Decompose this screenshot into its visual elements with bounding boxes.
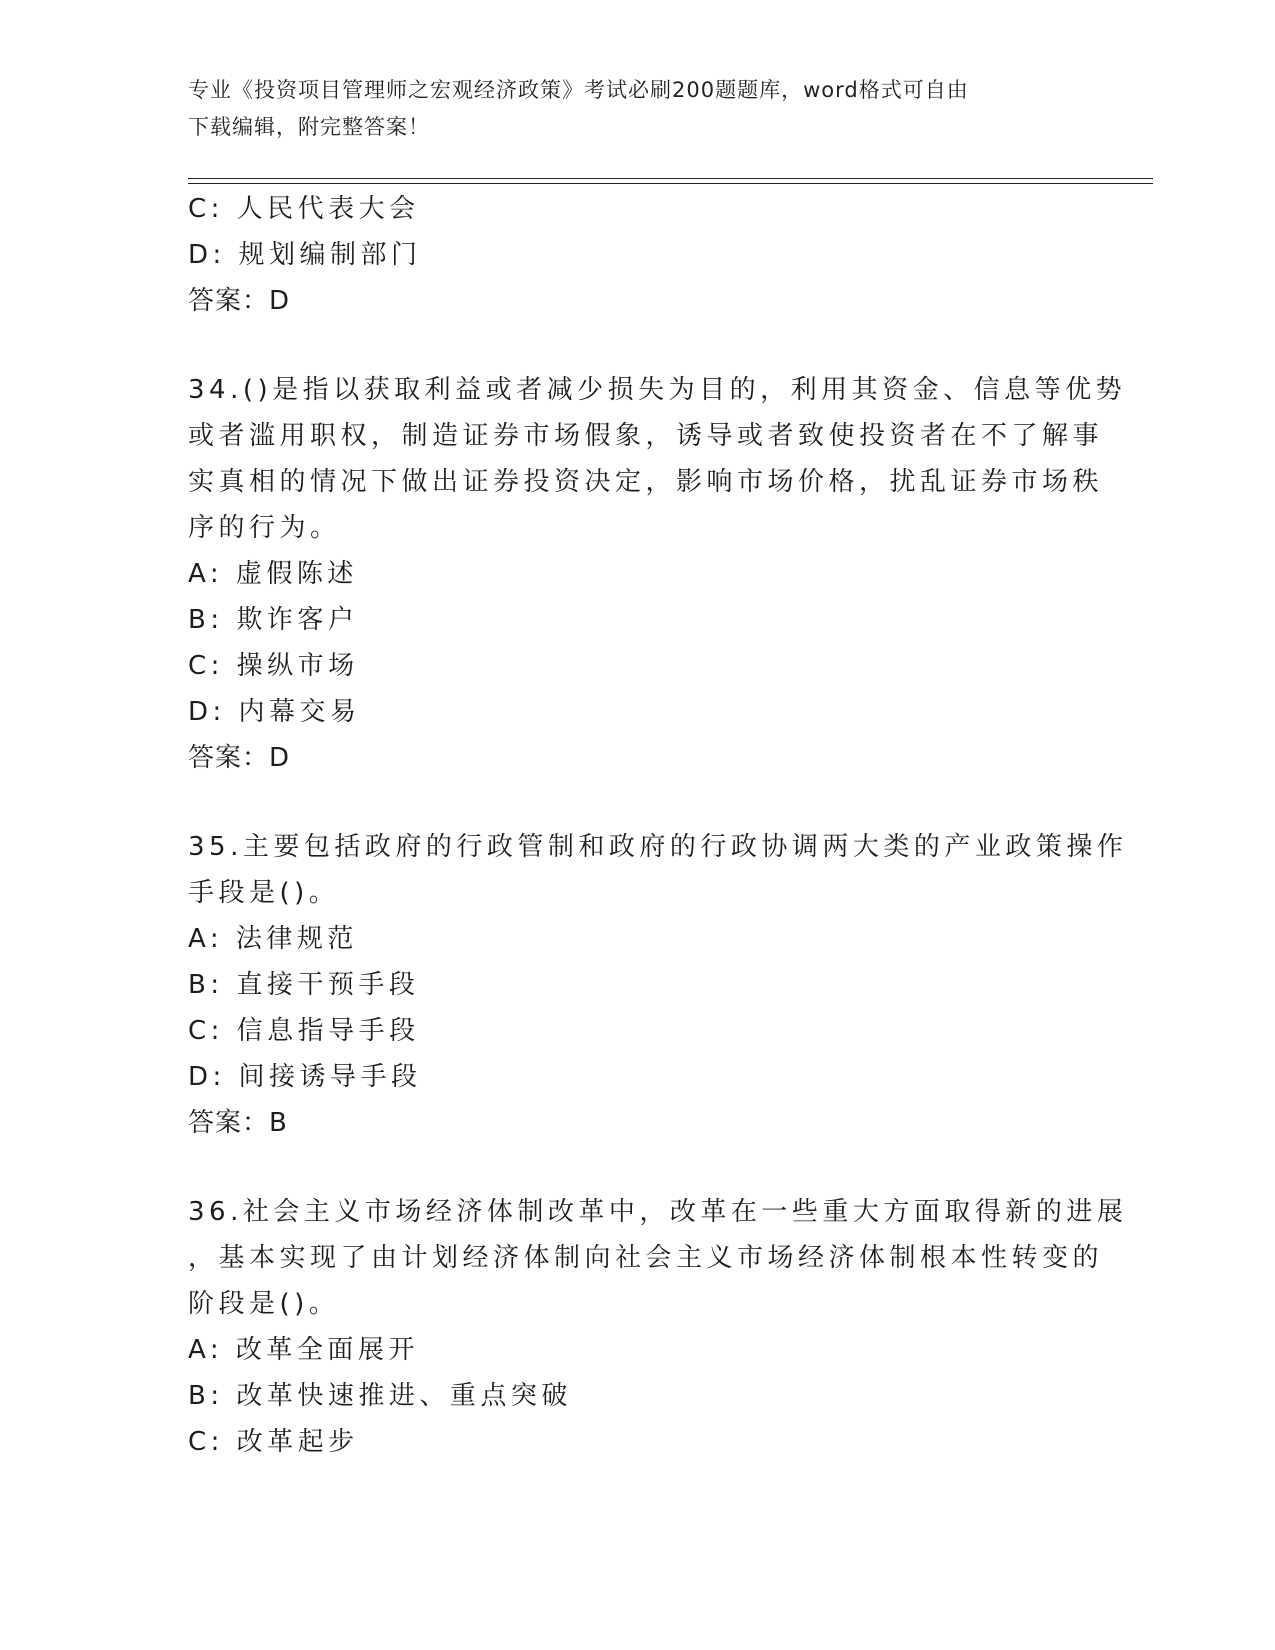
question-stem-line: 实真相的情况下做出证券投资决定，影响市场价格，扰乱证券市场秩 — [188, 467, 1104, 497]
spacer — [188, 324, 1088, 367]
option-c: C: 改革起步 — [188, 1427, 359, 1457]
question-36 — [188, 1189, 1128, 1465]
question-stem-line: ，基本实现了由计划经济体制向社会主义市场经济体制根本性转变的 — [188, 1243, 1104, 1273]
question-35 — [188, 824, 1128, 1146]
option-b: B: 改革快速推进、重点突破 — [188, 1381, 572, 1411]
header-line-2: 下载编辑，附完整答案！ — [188, 115, 430, 139]
option-c: C: 人民代表大会 — [188, 194, 420, 224]
spacer — [188, 781, 1088, 824]
option-c: C: 操纵市场 — [188, 651, 359, 681]
question-34 — [188, 367, 1127, 781]
option-d: D: 内幕交易 — [188, 697, 361, 727]
option-b: B: 欺诈客户 — [188, 605, 359, 635]
answer-line: 答案：D — [188, 286, 291, 316]
question-stem-line: 36.社会主义市场经济体制改革中，改革在一些重大方面取得新的进展 — [188, 1197, 1128, 1227]
question-stem-line: 35.主要包括政府的行政管制和政府的行政协调两大类的产业政策操作 — [188, 832, 1128, 862]
option-a: A: 改革全面展开 — [188, 1335, 419, 1365]
option-d: D: 间接诱导手段 — [188, 1062, 422, 1092]
question-stem-line: 34.()是指以获取利益或者减少损失为目的，利用其资金、信息等优势 — [188, 375, 1127, 405]
spacer — [188, 1146, 1088, 1189]
header-line-1: 专业《投资项目管理师之宏观经济政策》考试必刷200题题库，word格式可自由 — [188, 78, 969, 102]
option-d: D: 规划编制部门 — [188, 240, 422, 270]
document-header — [188, 72, 1088, 146]
header-divider-top — [188, 178, 1153, 179]
option-c: C: 信息指导手段 — [188, 1016, 420, 1046]
question-stem-line: 手段是()。 — [188, 878, 340, 908]
option-a: A: 虚假陈述 — [188, 559, 358, 589]
question-content — [188, 186, 1128, 1465]
header-divider-bottom — [188, 183, 1153, 184]
question-stem-line: 阶段是()。 — [188, 1289, 340, 1319]
option-a: A: 法律规范 — [188, 924, 358, 954]
answer-line: 答案：D — [188, 743, 291, 773]
prev-question — [188, 186, 1088, 324]
option-b: B: 直接干预手段 — [188, 970, 420, 1000]
question-stem-line: 或者滥用职权，制造证券市场假象，诱导或者致使投资者在不了解事 — [188, 421, 1104, 451]
answer-line: 答案：B — [188, 1108, 288, 1138]
question-stem-line: 序的行为。 — [188, 513, 341, 543]
